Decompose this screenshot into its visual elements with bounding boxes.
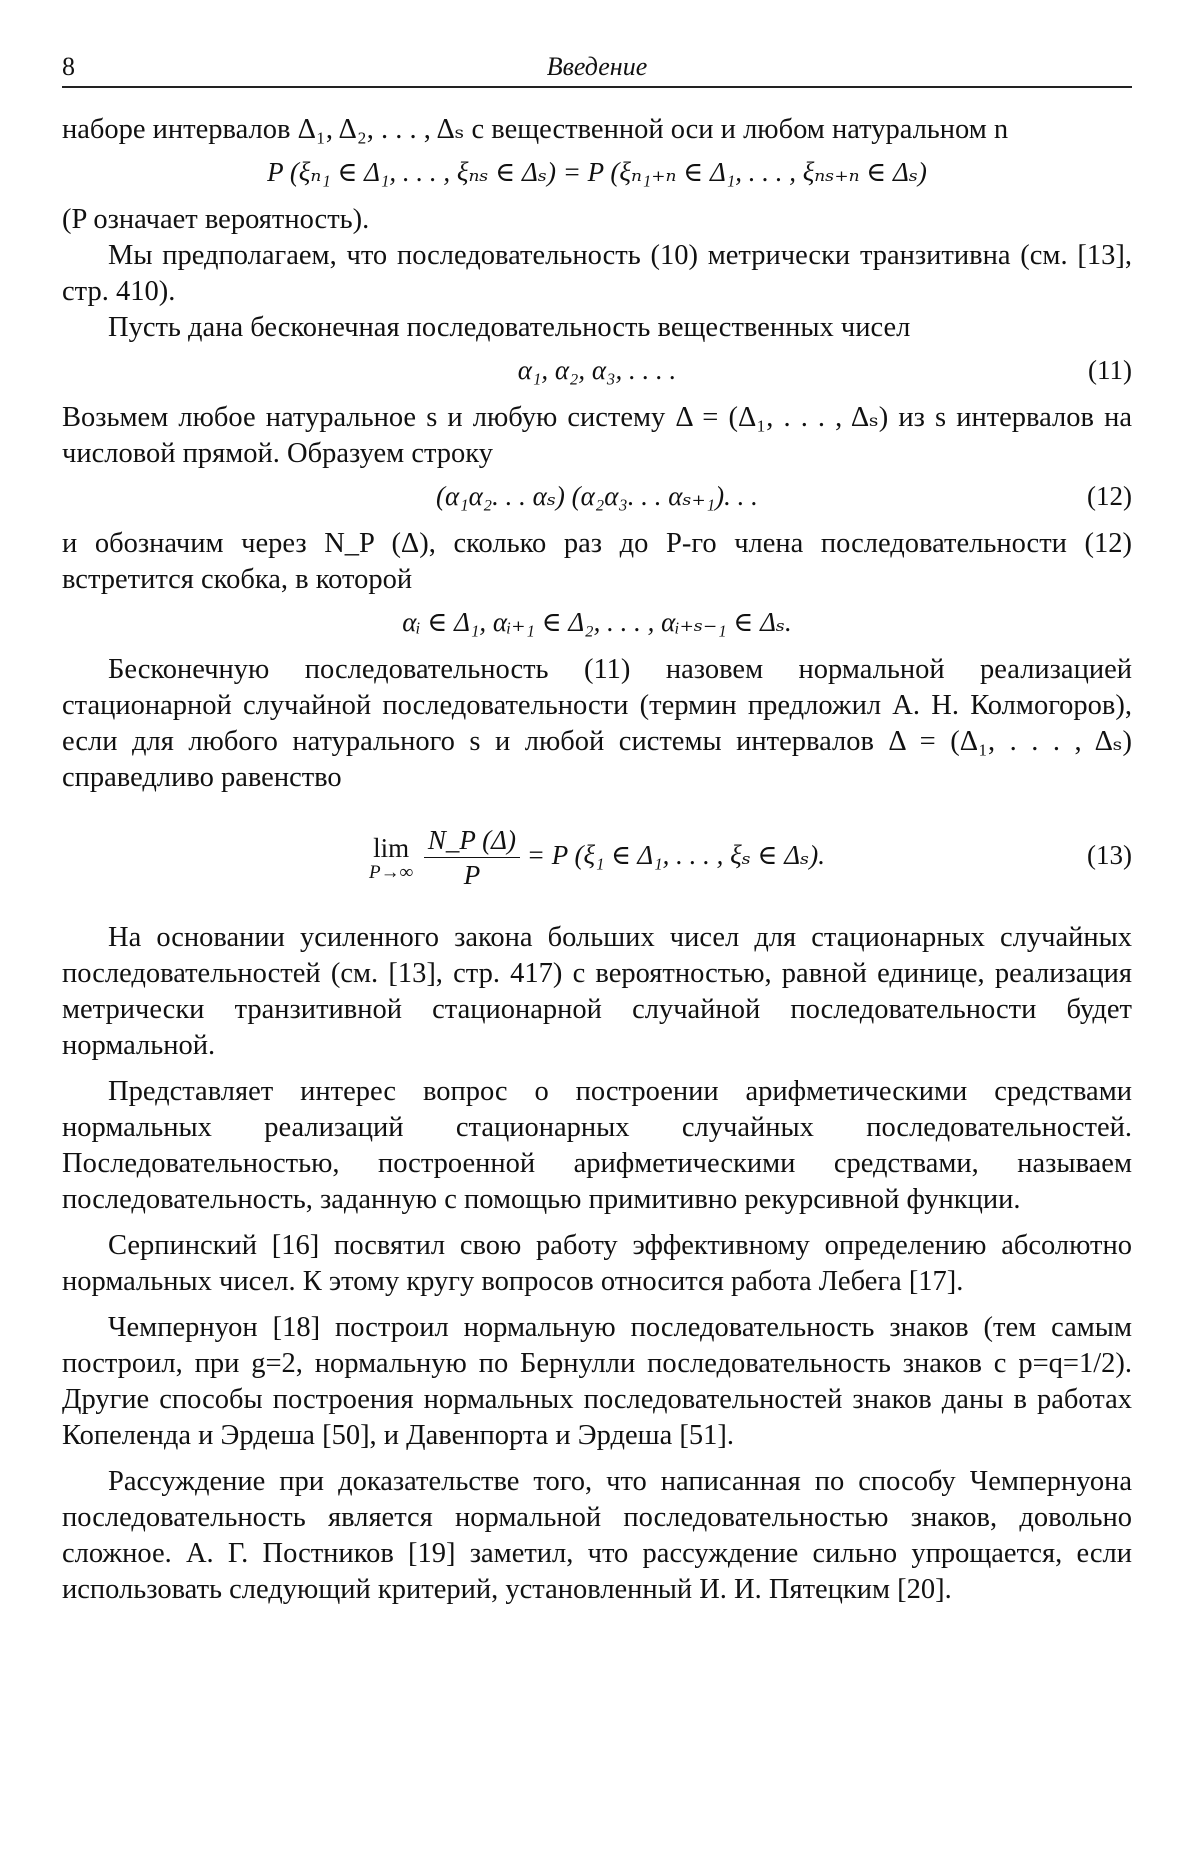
equation-rhs: = P (ξ₁ ∈ Δ₁, . . . , ξₛ ∈ Δₛ). — [526, 840, 825, 870]
paragraph: Серпинский [16] посвятил свою работу эффективному определению абсолютно нормальных чисел. К этому кругу вопросов относится работа Лебега [17]. — [62, 1230, 1132, 1297]
paragraph: На основании усиленного закона больших чисел для стационарных случайных последовательностей (см. [13], стр. 417) с вероятностью, равной единице, реализация метрически транзитивной стационарной случайной последовательности будет нормальной. — [62, 922, 1132, 1061]
equation-text: αᵢ ∈ Δ₁, αᵢ₊₁ ∈ Δ₂, . . . , αᵢ₊ₛ₋₁ ∈ Δₛ. — [402, 607, 792, 637]
paragraph: и обозначим через N_P (Δ), сколько раз до P-го члена последовательности (12) встретится скобка, в которой — [62, 528, 1132, 595]
equation-text: P (ξₙ₁ ∈ Δ₁, . . . , ξₙₛ ∈ Δₛ) = P (ξₙ₁₊ₙ ∈ Δ₁, . . . , ξₙₛ₊ₙ ∈ Δₛ) — [267, 157, 927, 187]
page-number: 8 — [62, 52, 75, 81]
equation-text: (α₁α₂. . . αₛ) (α₂α₃. . . αₛ₊₁). . . — [436, 481, 758, 511]
equation — [62, 602, 1132, 642]
fraction — [424, 823, 520, 892]
running-header — [62, 46, 1132, 86]
limit-word: lim — [373, 832, 410, 863]
equation-12 — [62, 476, 1132, 516]
paragraph: Бесконечную последовательность (11) назовем нормальной реализацией стационарной случайной последовательности (термин предложил А. Н. Колмогоров), если для любого натурального s и любой системы интервалов Δ = (Δ₁, . . . , Δₛ) справедливо равенство — [62, 654, 1132, 793]
equation — [62, 152, 1132, 192]
equation-11 — [62, 350, 1132, 390]
paragraph: Мы предполагаем, что последовательность (10) метрически транзитивна (см. [13], стр. 410). — [62, 240, 1132, 307]
running-title: Введение — [546, 52, 648, 81]
fraction-denominator: P — [463, 860, 481, 891]
paragraph: Пусть дана бесконечная последовательность вещественных чисел — [108, 312, 911, 343]
paragraph: Чемпернуон [18] построил нормальную последовательность знаков (тем самым построил, при g=2, нормальную по Бернулли последовательность знаков с p=q=1/2). Другие способы построения нормальных последовательностей знаков даны в работах Копеленда и Эрдеша [50], и Давенпорта и Эрдеша [51]. — [62, 1312, 1132, 1451]
paragraph: Рассуждение при доказательстве того, что написанная по способу Чемпернуона последовательность является нормальной последовательностью знаков, довольно сложное. А. Г. Постников [19] заметил, что рассуждение сильно упрощается, если использовать следующий критерий, установленный И. И. Пятецким [20]. — [62, 1466, 1132, 1605]
limit-subscript: P→∞ — [369, 861, 414, 883]
equation-13 — [62, 800, 1132, 910]
header-rule — [62, 86, 1132, 88]
equation-number: (12) — [1087, 481, 1132, 511]
fraction-numerator: N_P (Δ) — [424, 823, 520, 858]
paragraph: Представляет интерес вопрос о построении арифметическими средствами нормальных реализаций стационарных случайных последовательностей. Последовательностью, построенной арифметическими средствами, называем последовательность, заданную с помощью примитивно рекурсивной функции. — [62, 1076, 1132, 1215]
equation-number: (13) — [1087, 840, 1132, 870]
equation-number: (11) — [1088, 355, 1132, 385]
paragraph: наборе интервалов Δ₁, Δ₂, . . . , Δₛ с вещественной оси и любом натуральном n — [62, 114, 1009, 145]
equation-text: α₁, α₂, α₃, . . . . — [517, 355, 677, 385]
page-body — [62, 112, 1132, 1608]
paragraph: Возьмем любое натуральное s и любую систему Δ = (Δ₁, . . . , Δₛ) из s интервалов на числовой прямой. Образуем строку — [62, 402, 1132, 469]
paragraph: (P означает вероятность). — [62, 204, 370, 235]
limit-operator — [369, 833, 413, 883]
